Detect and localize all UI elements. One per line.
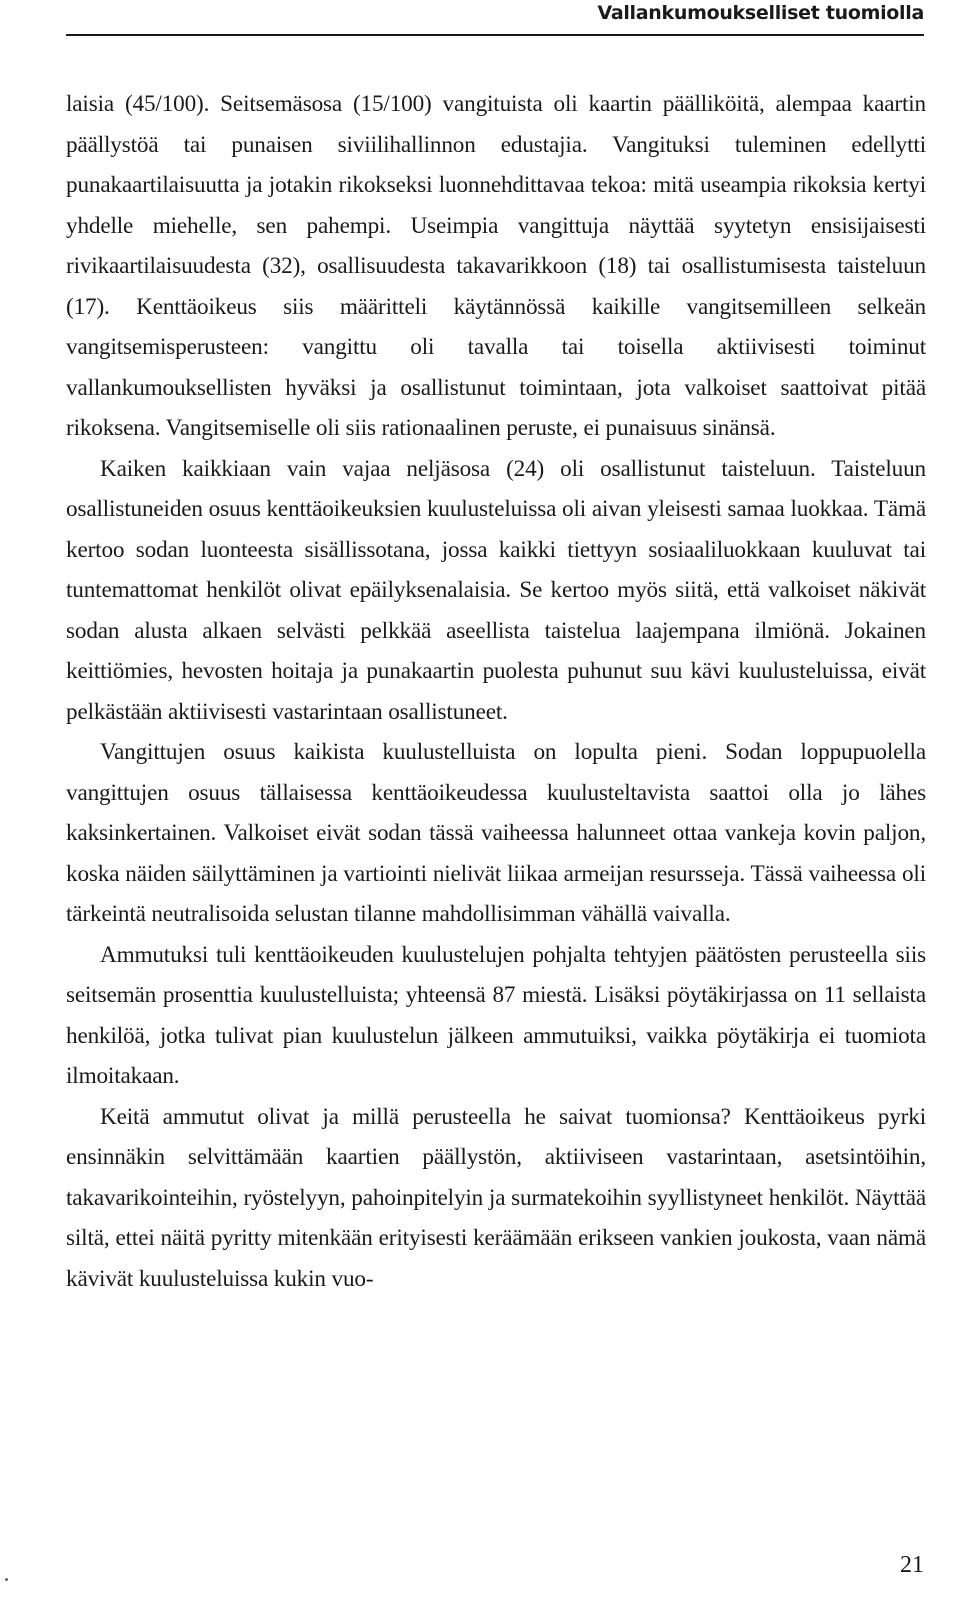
paragraph-5: Keitä ammutut olivat ja millä perusteella he saivat tuomionsa? Kenttäoikeus pyrki ensinnäkin selvittämään kaartien päällystön, aktiiviseen vastarintaan, asetsintöihin, takavarikointeihin, ryöstelyyn, pahoinpitelyin ja surmatekoihin syyllistyneet henkilöt. Näyttää siltä, ettei näitä pyritty mitenkään erityisesti keräämään erikseen vankien joukosta, vaan nämä kävivät kuulusteluissa kukin vuo- <box>66 1103 926 1292</box>
page-number: 21 <box>900 1552 924 1578</box>
paragraph-4: Ammutuksi tuli kenttäoikeuden kuulustelujen pohjalta tehtyjen päätösten perusteella siis seitsemän prosenttia kuulustelluista; yhteensä 87 miestä. Lisäksi pöytäkirjassa on 11 sellaista henkilöä, jotka tulivat pian kuulustelun jälkeen ammutuiksi, vaikka pöytäkirja ei tuomiota ilmoitakaan. <box>66 941 926 1089</box>
paragraph-1: laisia (45/100). Seitsemäsosa (15/100) vangituista oli kaartin päälliköitä, alempaa kaartin päällystöä tai punaisen siviilihallinnon edustajia. Vangituksi tuleminen edellytti punakaartilaisuutta ja jotakin rikokseksi luonnehdittavaa tekoa: mitä useampia rikoksia kertyi yhdelle miehelle, sen pahempi. Useimpia vangittuja näyttää syytetyn ensisijaisesti rivikaartilaisuudesta (32), osallisuudesta takavarikkoon (18) tai osallistumisesta taisteluun (17). Kenttäoikeus siis määritteli käytännössä kaikille vangitsemilleen selkeän vangitsemisperusteen: vangittu oli tavalla tai toisella aktiivisesti toiminut vallankumouksellisten hyväksi ja osallistunut toimintaan, jota valkoiset saattoivat pitää rikoksena. Vangitsemiselle oli siis rationaalinen peruste, ei punaisuus sinänsä. <box>66 91 926 441</box>
paragraph-2: Kaiken kaikkiaan vain vajaa neljäsosa (24) oli osallistunut taisteluun. Taisteluun osallistuneiden osuus kenttäoikeuksien kuulusteluissa oli aivan yleisesti samaa luokkaa. Tämä kertoo sodan luonteesta sisällissotana, jossa kaikki tiettyyn sosiaaliluokkaan kuuluvat tai tuntemattomat henkilöt olivat epäilyksenalaisia. Se kertoo myös siitä, että valkoiset näkivät sodan alusta alkaen selvästi pelkkää aseellista taistelua laajempana ilmiönä. Jokainen keittiömies, hevosten hoitaja ja punakaartin puolesta puhunut suu kävi kuulusteluissa, eivät pelkästään aktiivisesti vastarintaan osallistuneet. <box>66 455 926 725</box>
header-rule <box>66 34 924 36</box>
paragraph-3: Vangittujen osuus kaikista kuulustelluista on lopulta pieni. Sodan loppupuolella vangittujen osuus tällaisessa kenttäoikeudessa kuulusteltavista saattoi olla jo lähes kaksinkertainen. Valkoiset eivät sodan tässä vaiheessa halunneet ottaa vankeja kovin paljon, koska näiden säilyttäminen ja vartiointi nielivät liikaa armeijan resursseja. Tässä vaiheessa oli tärkeintä neutralisoida selustan tilanne mahdollisimman vähällä vaivalla. <box>66 739 926 927</box>
running-header-title: Vallankumoukselliset tuomiolla <box>597 2 924 24</box>
scan-speck <box>5 1578 8 1581</box>
body-text <box>66 84 926 1299</box>
